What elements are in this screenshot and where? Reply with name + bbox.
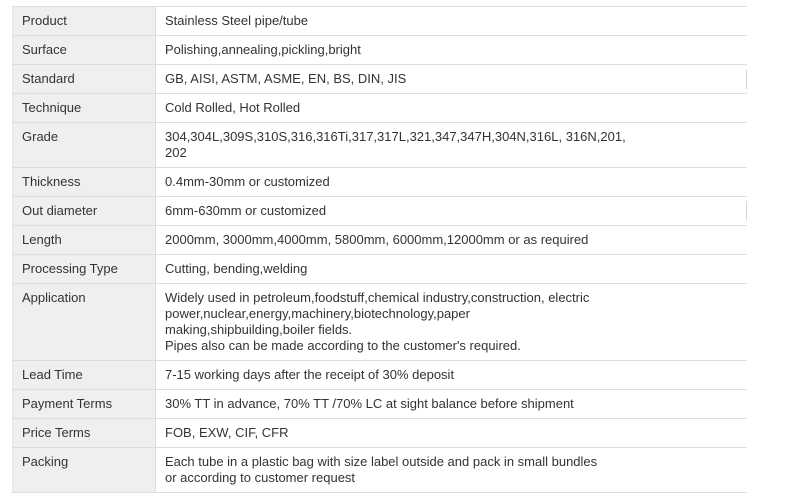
spec-label: Thickness: [13, 168, 156, 197]
spec-value: Cutting, bending,welding: [156, 255, 748, 284]
spec-row-application: [13, 284, 748, 361]
spec-row-thickness: [13, 168, 748, 197]
cell-edge-divider: [746, 201, 747, 221]
spec-value: Stainless Steel pipe/tube: [156, 7, 748, 36]
spec-value: 30% TT in advance, 70% TT /70% LC at sight balance before shipment: [156, 390, 748, 419]
spec-label: Technique: [13, 94, 156, 123]
spec-row-processing-type: [13, 255, 748, 284]
spec-label: Processing Type: [13, 255, 156, 284]
spec-value-cell: [156, 197, 748, 226]
spec-label: Standard: [13, 65, 156, 94]
spec-label: Product: [13, 7, 156, 36]
spec-value: Widely used in petroleum,foodstuff,chemical industry,construction, electric power,nuclear,energy,machinery,biotechnology,paper making,shipbuilding,boiler fields. Pipes also can be made according to the customer's required.: [156, 284, 748, 361]
spec-value: 2000mm, 3000mm,4000mm, 5800mm, 6000mm,12000mm or as required: [156, 226, 748, 255]
spec-row-price-terms: [13, 419, 748, 448]
spec-value: 7-15 working days after the receipt of 30% deposit: [156, 361, 748, 390]
spec-value-cell: [156, 65, 748, 94]
spec-row-product: [13, 7, 748, 36]
spec-label: Packing: [13, 448, 156, 493]
cell-edge-divider: [746, 69, 747, 89]
spec-value: FOB, EXW, CIF, CFR: [156, 419, 748, 448]
spec-label: Price Terms: [13, 419, 156, 448]
spec-value: 304,304L,309S,310S,316,316Ti,317,317L,321,347,347H,304N,316L, 316N,201, 202: [156, 123, 748, 168]
spec-row-lead-time: [13, 361, 748, 390]
spec-label: Out diameter: [13, 197, 156, 226]
spec-label: Length: [13, 226, 156, 255]
spec-label: Application: [13, 284, 156, 361]
spec-label: Lead Time: [13, 361, 156, 390]
spec-value: 6mm-630mm or customized: [165, 203, 327, 218]
spec-label: Payment Terms: [13, 390, 156, 419]
spec-row-length: [13, 226, 748, 255]
spec-row-standard: [13, 65, 748, 94]
spec-row-grade: [13, 123, 748, 168]
spec-row-payment-terms: [13, 390, 748, 419]
spec-row-technique: [13, 94, 748, 123]
spec-label: Surface: [13, 36, 156, 65]
spec-value: Polishing,annealing,pickling,bright: [156, 36, 748, 65]
product-spec-table: [12, 6, 747, 493]
spec-row-surface: [13, 36, 748, 65]
spec-label: Grade: [13, 123, 156, 168]
spec-value: Cold Rolled, Hot Rolled: [156, 94, 748, 123]
spec-row-out-diameter: [13, 197, 748, 226]
spec-value: 0.4mm-30mm or customized: [156, 168, 748, 197]
spec-value: Each tube in a plastic bag with size label outside and pack in small bundles or according to customer request: [156, 448, 748, 493]
spec-value: GB, AISI, ASTM, ASME, EN, BS, DIN, JIS: [165, 71, 407, 86]
spec-row-packing: [13, 448, 748, 493]
